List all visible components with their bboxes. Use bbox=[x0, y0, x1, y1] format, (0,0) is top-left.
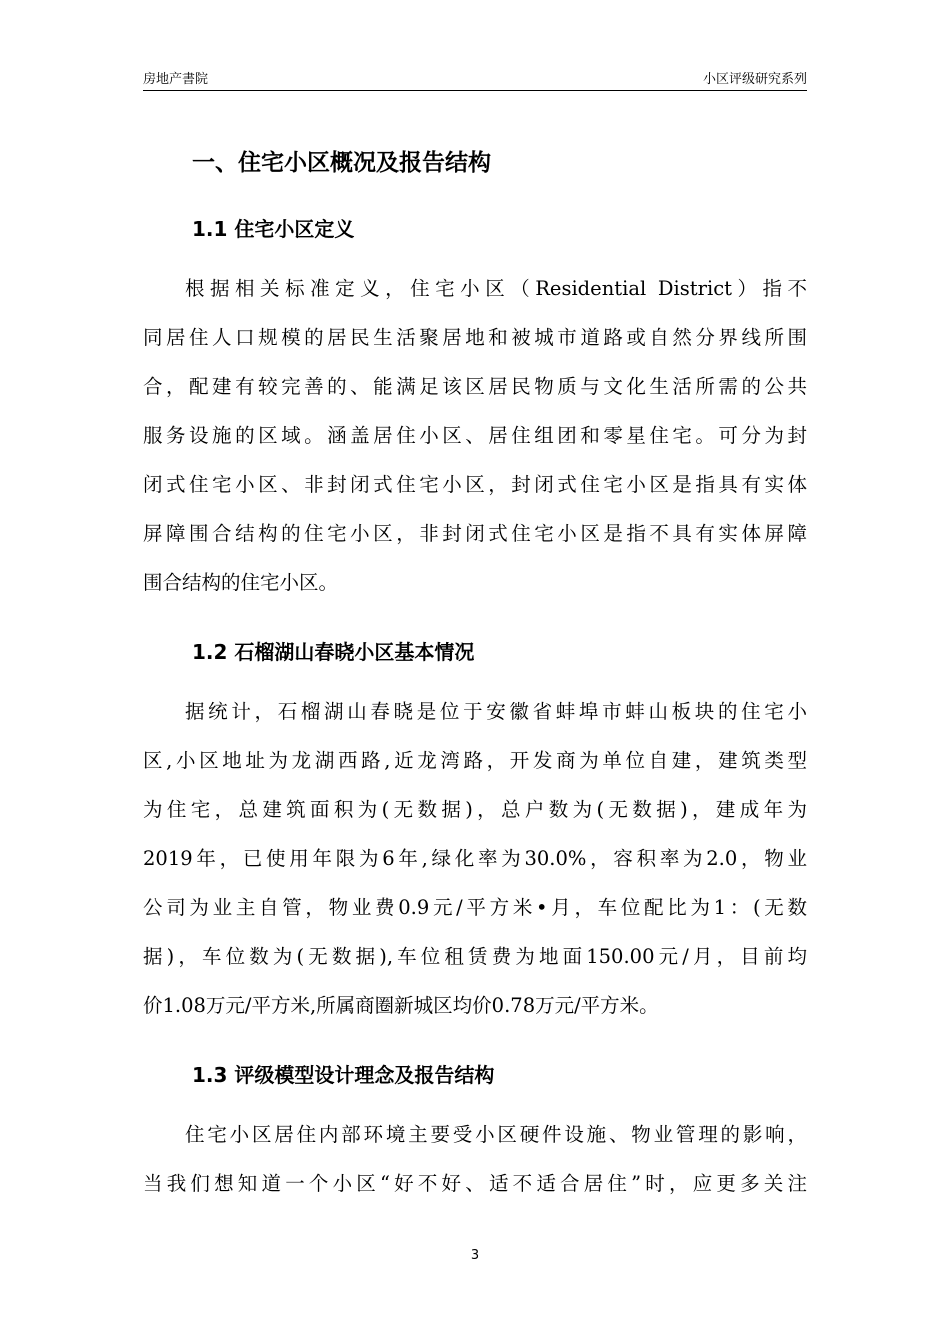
text-line: 合，配建有较完善的、能满足该区居民物质与文化生活所需的公共 bbox=[143, 375, 807, 398]
text-line: 围合结构的住宅小区。 bbox=[143, 571, 339, 594]
text-line: 2019年，已使用年限为6年,绿化率为30.0%，容积率为2.0，物业 bbox=[143, 847, 807, 870]
text-line: 闭式住宅小区、非封闭式住宅小区，封闭式住宅小区是指具有实体 bbox=[143, 473, 807, 496]
text-line: 据)，车位数为(无数据),车位租赁费为地面150.00元/月，目前均 bbox=[143, 945, 807, 968]
text-line: 根据相关标准定义，住宅小区（Residential District）指不 bbox=[185, 277, 807, 300]
text-line: 价1.08万元/平方米,所属商圈新城区均价0.78万元/平方米。 bbox=[143, 994, 659, 1017]
header-series: 小区评级研究系列 bbox=[702, 72, 807, 87]
text-line: 据统计，石榴湖山春晓是位于安徽省蚌埠市蚌山板块的住宅小 bbox=[185, 700, 807, 723]
page-number: 3 bbox=[470, 1248, 480, 1263]
subsection-title-1-2: 1.2 石榴湖山春晓小区基本情况 bbox=[192, 640, 475, 664]
text-line: 为住宅，总建筑面积为(无数据)，总户数为(无数据)，建成年为 bbox=[143, 798, 807, 821]
text-line: 服务设施的区域。涵盖居住小区、居住组团和零星住宅。可分为封 bbox=[143, 424, 807, 447]
subsection-title-1-1: 1.1 住宅小区定义 bbox=[192, 217, 355, 241]
page-header bbox=[143, 66, 807, 91]
text-line: 同居住人口规模的居民生活聚居地和被城市道路或自然分界线所围 bbox=[143, 326, 807, 349]
text-line: 当我们想知道一个小区“好不好、适不适合居住”时，应更多关注 bbox=[143, 1172, 807, 1195]
text-line: 屏障围合结构的住宅小区，非封闭式住宅小区是指不具有实体屏障 bbox=[143, 522, 807, 545]
text-line: 区,小区地址为龙湖西路,近龙湾路，开发商为单位自建，建筑类型 bbox=[143, 749, 807, 772]
text-line: 公司为业主自管，物业费0.9元/平方米•月，车位配比为1：(无数 bbox=[143, 896, 807, 919]
text-line: 住宅小区居住内部环境主要受小区硬件设施、物业管理的影响， bbox=[185, 1123, 807, 1146]
header-publisher: 房地产書院 bbox=[143, 72, 209, 87]
subsection-title-1-3: 1.3 评级模型设计理念及报告结构 bbox=[192, 1063, 495, 1087]
section-title: 一、住宅小区概况及报告结构 bbox=[192, 150, 491, 176]
